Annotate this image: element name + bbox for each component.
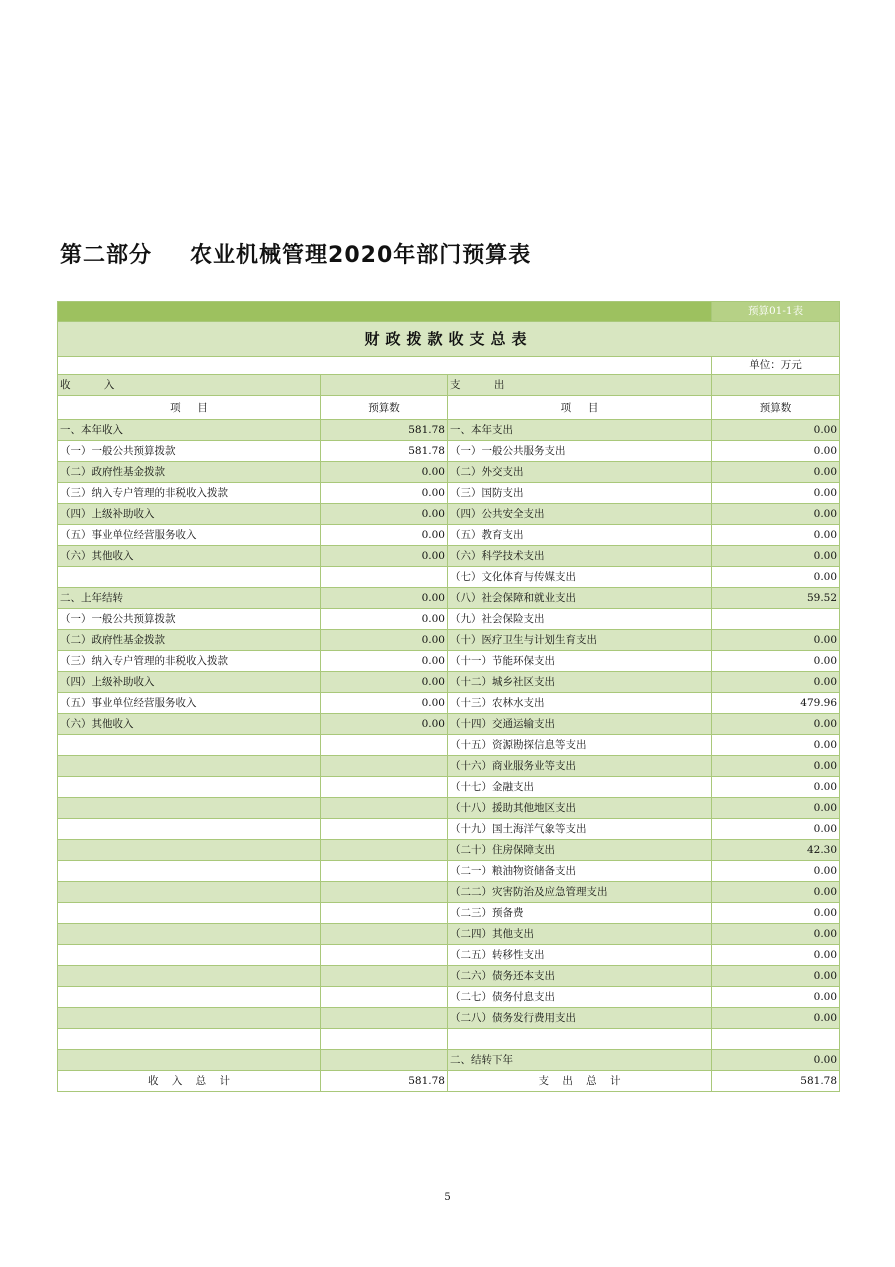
income-value: 0.00: [321, 588, 448, 609]
income-item: [58, 567, 321, 588]
income-value: 0.00: [321, 651, 448, 672]
table-row: [58, 882, 840, 903]
income-value: [321, 966, 448, 987]
expense-item: [448, 1029, 712, 1050]
page-heading: [60, 238, 531, 269]
expense-item: （十三）农林水支出: [448, 693, 712, 714]
income-value: [321, 924, 448, 945]
expense-item: （二六）债务还本支出: [448, 966, 712, 987]
expense-value: 0.00: [712, 483, 840, 504]
col-header-item-right: 项 目: [448, 396, 712, 420]
expense-value: 0.00: [712, 1050, 840, 1071]
expense-total-label: 支 出 总 计: [448, 1071, 712, 1092]
income-item: （二）政府性基金拨款: [58, 630, 321, 651]
table-row: [58, 1008, 840, 1029]
expense-item: （十九）国土海洋气象等支出: [448, 819, 712, 840]
income-item: （五）事业单位经营服务收入: [58, 525, 321, 546]
income-item: [58, 735, 321, 756]
income-item: [58, 840, 321, 861]
income-value: [321, 798, 448, 819]
income-value: [321, 1029, 448, 1050]
income-item: [58, 903, 321, 924]
table-row: [58, 903, 840, 924]
income-item: （六）其他收入: [58, 714, 321, 735]
table-row: [58, 504, 840, 525]
income-item: （一）一般公共预算拨款: [58, 441, 321, 462]
table-row: [58, 672, 840, 693]
table-row: [58, 966, 840, 987]
income-item: （一）一般公共预算拨款: [58, 609, 321, 630]
income-item: [58, 1050, 321, 1071]
column-header-row: [58, 396, 840, 420]
expense-item: （二）外交支出: [448, 462, 712, 483]
expense-value: 0.00: [712, 987, 840, 1008]
table-row: [58, 714, 840, 735]
expense-item: （十七）金融支出: [448, 777, 712, 798]
budget-table: [57, 301, 840, 1092]
expense-item: （三）国防支出: [448, 483, 712, 504]
income-item: （六）其他收入: [58, 546, 321, 567]
income-total-value: 581.78: [321, 1071, 448, 1092]
unit-label: 单位：万元: [712, 357, 840, 375]
table-row: [58, 588, 840, 609]
expense-item: （二一）粮油物资储备支出: [448, 861, 712, 882]
income-item: [58, 987, 321, 1008]
expense-item: （八）社会保障和就业支出: [448, 588, 712, 609]
table-row: [58, 651, 840, 672]
expense-value: 0.00: [712, 714, 840, 735]
table-row: [58, 1029, 840, 1050]
income-value: [321, 819, 448, 840]
table-row: [58, 756, 840, 777]
table-row: [58, 987, 840, 1008]
expense-item: （十一）节能环保支出: [448, 651, 712, 672]
table-row: [58, 609, 840, 630]
table-row: [58, 546, 840, 567]
income-item: （四）上级补助收入: [58, 672, 321, 693]
income-item: [58, 1008, 321, 1029]
expense-value: 0.00: [712, 819, 840, 840]
table-title: 财政拨款收支总表: [58, 322, 840, 357]
table-row: [58, 1050, 840, 1071]
table-row: [58, 777, 840, 798]
unit-row: [58, 357, 840, 375]
expense-value: 0.00: [712, 903, 840, 924]
table-title-row: [58, 322, 840, 357]
col-header-item-left: 项 目: [58, 396, 321, 420]
income-value: [321, 882, 448, 903]
budget-table-wrap: [57, 301, 839, 1092]
expense-value: 0.00: [712, 966, 840, 987]
expense-value: 0.00: [712, 735, 840, 756]
table-number: 预算01-1表: [712, 302, 840, 322]
expense-value: [712, 1029, 840, 1050]
table-row: [58, 525, 840, 546]
income-item: [58, 777, 321, 798]
expense-value: 59.52: [712, 588, 840, 609]
page-number: 5: [444, 1192, 451, 1203]
table-row: [58, 567, 840, 588]
income-item: 一、本年收入: [58, 420, 321, 441]
table-row: [58, 420, 840, 441]
expense-value: 0.00: [712, 420, 840, 441]
expense-value: 0.00: [712, 651, 840, 672]
expense-item: （十二）城乡社区支出: [448, 672, 712, 693]
income-value: [321, 1008, 448, 1029]
expense-value: 0.00: [712, 798, 840, 819]
expense-item: （二四）其他支出: [448, 924, 712, 945]
income-item: （三）纳入专户管理的非税收入拨款: [58, 651, 321, 672]
expense-value: 0.00: [712, 462, 840, 483]
income-item: （四）上级补助收入: [58, 504, 321, 525]
income-value: 0.00: [321, 672, 448, 693]
col-header-budget-right: 预算数: [712, 396, 840, 420]
income-item: [58, 882, 321, 903]
income-item: [58, 798, 321, 819]
expense-item: （五）教育支出: [448, 525, 712, 546]
income-value: 0.00: [321, 462, 448, 483]
expense-value: 42.30: [712, 840, 840, 861]
expense-item: （二八）债务发行费用支出: [448, 1008, 712, 1029]
expense-value: 0.00: [712, 567, 840, 588]
income-item: （三）纳入专户管理的非税收入拨款: [58, 483, 321, 504]
expense-item: （二七）债务付息支出: [448, 987, 712, 1008]
table-row: [58, 693, 840, 714]
expense-value: 0.00: [712, 882, 840, 903]
income-value: [321, 1050, 448, 1071]
expense-item: （九）社会保险支出: [448, 609, 712, 630]
income-value: 0.00: [321, 714, 448, 735]
expense-item: （二二）灾害防治及应急管理支出: [448, 882, 712, 903]
expense-item: （七）文化体育与传媒支出: [448, 567, 712, 588]
expense-item: （二三）预备费: [448, 903, 712, 924]
expense-item: （十）医疗卫生与计划生育支出: [448, 630, 712, 651]
table-top-bar: [58, 302, 840, 322]
income-value: 0.00: [321, 504, 448, 525]
expense-total-value: 581.78: [712, 1071, 840, 1092]
table-row: [58, 819, 840, 840]
heading-title: 农业机械管理2020年部门预算表: [190, 243, 532, 268]
expense-value: 0.00: [712, 630, 840, 651]
income-value: 0.00: [321, 525, 448, 546]
income-value: [321, 840, 448, 861]
expense-item: （十八）援助其他地区支出: [448, 798, 712, 819]
section-header-row: [58, 375, 840, 396]
table-row: [58, 462, 840, 483]
expense-value: 0.00: [712, 924, 840, 945]
expense-item: （四）公共安全支出: [448, 504, 712, 525]
table-row: [58, 735, 840, 756]
income-value: [321, 567, 448, 588]
expense-value: 0.00: [712, 777, 840, 798]
income-item: [58, 945, 321, 966]
income-value: [321, 861, 448, 882]
income-value: 581.78: [321, 441, 448, 462]
income-item: [58, 861, 321, 882]
expense-item: 一、本年支出: [448, 420, 712, 441]
income-header: 收 入: [58, 375, 321, 396]
expense-item: （二十）住房保障支出: [448, 840, 712, 861]
expense-item: （二五）转移性支出: [448, 945, 712, 966]
income-item: [58, 756, 321, 777]
expense-item: （十五）资源勘探信息等支出: [448, 735, 712, 756]
expense-value: 0.00: [712, 672, 840, 693]
income-value: [321, 945, 448, 966]
income-value: [321, 735, 448, 756]
income-item: [58, 966, 321, 987]
income-value: 0.00: [321, 483, 448, 504]
income-item: [58, 1029, 321, 1050]
income-value: [321, 987, 448, 1008]
expense-item: 二、结转下年: [448, 1050, 712, 1071]
expense-value: [712, 609, 840, 630]
expense-item: （十六）商业服务业等支出: [448, 756, 712, 777]
table-row: [58, 861, 840, 882]
table-row: [58, 945, 840, 966]
expense-value: 0.00: [712, 441, 840, 462]
income-value: 0.00: [321, 630, 448, 651]
income-item: （五）事业单位经营服务收入: [58, 693, 321, 714]
expense-value: 0.00: [712, 945, 840, 966]
income-value: 0.00: [321, 693, 448, 714]
table-row: [58, 798, 840, 819]
income-value: 581.78: [321, 420, 448, 441]
income-value: 0.00: [321, 546, 448, 567]
expense-value: 0.00: [712, 525, 840, 546]
table-row: [58, 630, 840, 651]
expense-value: 479.96: [712, 693, 840, 714]
expense-value: 0.00: [712, 756, 840, 777]
expense-value: 0.00: [712, 546, 840, 567]
expense-item: （六）科学技术支出: [448, 546, 712, 567]
expense-item: （一）一般公共服务支出: [448, 441, 712, 462]
table-row: [58, 441, 840, 462]
expense-item: （十四）交通运输支出: [448, 714, 712, 735]
income-item: （二）政府性基金拨款: [58, 462, 321, 483]
expense-header: 支 出: [448, 375, 712, 396]
col-header-budget-left: 预算数: [321, 396, 448, 420]
income-total-label: 收 入 总 计: [58, 1071, 321, 1092]
income-value: [321, 756, 448, 777]
expense-value: 0.00: [712, 861, 840, 882]
income-value: [321, 903, 448, 924]
heading-part: 第二部分: [60, 243, 153, 268]
income-value: [321, 777, 448, 798]
income-value: 0.00: [321, 609, 448, 630]
expense-value: 0.00: [712, 504, 840, 525]
income-item: 二、上年结转: [58, 588, 321, 609]
table-row: [58, 840, 840, 861]
total-row: [58, 1071, 840, 1092]
table-row: [58, 924, 840, 945]
income-item: [58, 819, 321, 840]
income-item: [58, 924, 321, 945]
table-row: [58, 483, 840, 504]
expense-value: 0.00: [712, 1008, 840, 1029]
